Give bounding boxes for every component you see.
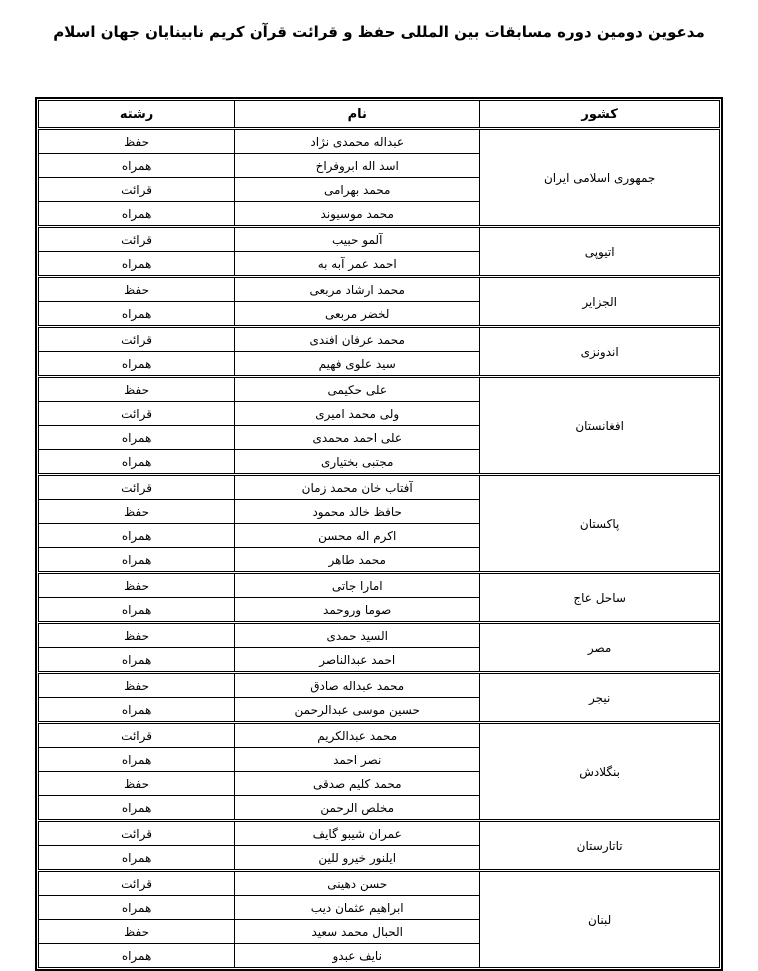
- name-cell: آفتاب خان محمد زمان: [235, 475, 480, 500]
- name-cell: احمد عبدالناصر: [235, 648, 480, 673]
- field-cell: همراه: [39, 598, 235, 623]
- field-cell: همراه: [39, 846, 235, 871]
- field-cell: قرائت: [39, 475, 235, 500]
- name-cell: محمد عرفان افندی: [235, 327, 480, 352]
- table-row: [39, 277, 720, 302]
- country-cell: نیجر: [480, 673, 720, 723]
- field-cell: همراه: [39, 896, 235, 920]
- table-row: [39, 821, 720, 846]
- name-cell: لخضر مربعی: [235, 302, 480, 327]
- name-cell: مجتبی بختیاری: [235, 450, 480, 475]
- name-cell: ایلنور خیرو للین: [235, 846, 480, 871]
- country-cell: تاتارستان: [480, 821, 720, 871]
- col-header-name: نام: [235, 101, 480, 129]
- col-header-field: رشته: [39, 101, 235, 129]
- name-cell: احمد عمر آبه به: [235, 252, 480, 277]
- field-cell: حفظ: [39, 377, 235, 402]
- country-cell: پاکستان: [480, 475, 720, 573]
- field-cell: همراه: [39, 944, 235, 968]
- country-cell: لبنان: [480, 871, 720, 968]
- name-cell: مخلص الرحمن: [235, 796, 480, 821]
- col-header-country: کشور: [480, 101, 720, 129]
- country-cell: اتیوپی: [480, 227, 720, 277]
- name-cell: امارا جاتی: [235, 573, 480, 598]
- field-cell: قرائت: [39, 402, 235, 426]
- name-cell: سید علوی فهیم: [235, 352, 480, 377]
- field-cell: حفظ: [39, 623, 235, 648]
- country-cell: افغانستان: [480, 377, 720, 475]
- name-cell: السید حمدی: [235, 623, 480, 648]
- country-cell: ساحل عاج: [480, 573, 720, 623]
- field-cell: حفظ: [39, 920, 235, 944]
- name-cell: محمد بهرامی: [235, 178, 480, 202]
- name-cell: محمد طاهر: [235, 548, 480, 573]
- field-cell: همراه: [39, 450, 235, 475]
- table-row: [39, 475, 720, 500]
- field-cell: همراه: [39, 524, 235, 548]
- table-row: [39, 723, 720, 748]
- field-cell: حفظ: [39, 500, 235, 524]
- name-cell: اسد اله ابروفراخ: [235, 154, 480, 178]
- field-cell: همراه: [39, 154, 235, 178]
- country-cell: جمهوری اسلامی ایران: [480, 129, 720, 227]
- name-cell: حسن دهینی: [235, 871, 480, 896]
- field-cell: حفظ: [39, 277, 235, 302]
- name-cell: ابراهیم عثمان دیب: [235, 896, 480, 920]
- field-cell: همراه: [39, 302, 235, 327]
- document-page: [0, 22, 758, 963]
- name-cell: حافظ خالد محمود: [235, 500, 480, 524]
- name-cell: محمد عبداله صادق: [235, 673, 480, 698]
- table-row: [39, 871, 720, 896]
- name-cell: اکرم اله محسن: [235, 524, 480, 548]
- name-cell: ولی محمد امیری: [235, 402, 480, 426]
- field-cell: قرائت: [39, 327, 235, 352]
- table-row: [39, 129, 720, 154]
- name-cell: محمد کلیم صدقی: [235, 772, 480, 796]
- name-cell: الحبال محمد سعید: [235, 920, 480, 944]
- table-row: [39, 377, 720, 402]
- field-cell: قرائت: [39, 723, 235, 748]
- country-cell: اندونزی: [480, 327, 720, 377]
- field-cell: حفظ: [39, 673, 235, 698]
- field-cell: همراه: [39, 426, 235, 450]
- field-cell: قرائت: [39, 871, 235, 896]
- header-row: [39, 101, 720, 129]
- field-cell: قرائت: [39, 821, 235, 846]
- field-cell: همراه: [39, 548, 235, 573]
- name-cell: آلمو حبیب: [235, 227, 480, 252]
- name-cell: محمد ارشاد مربعی: [235, 277, 480, 302]
- page-title: مدعوین دومین دوره مسابقات بین المللی حفظ و قرائت قرآن کریم نابینایان جهان اسلام: [53, 23, 705, 41]
- table-row: [39, 673, 720, 698]
- name-cell: عبداله محمدی نژاد: [235, 129, 480, 154]
- country-cell: الجزایر: [480, 277, 720, 327]
- name-cell: محمد عبدالکریم: [235, 723, 480, 748]
- name-cell: حسین موسی عبدالرحمن: [235, 698, 480, 723]
- table-row: [39, 227, 720, 252]
- field-cell: حفظ: [39, 573, 235, 598]
- field-cell: حفظ: [39, 129, 235, 154]
- field-cell: همراه: [39, 796, 235, 821]
- country-cell: بنگلادش: [480, 723, 720, 821]
- field-cell: قرائت: [39, 178, 235, 202]
- field-cell: حفظ: [39, 772, 235, 796]
- name-cell: عمران شیبو گایف: [235, 821, 480, 846]
- field-cell: همراه: [39, 202, 235, 227]
- name-cell: نایف عبدو: [235, 944, 480, 968]
- table-row: [39, 573, 720, 598]
- field-cell: همراه: [39, 748, 235, 772]
- field-cell: همراه: [39, 648, 235, 673]
- name-cell: محمد موسیوند: [235, 202, 480, 227]
- field-cell: همراه: [39, 352, 235, 377]
- field-cell: همراه: [39, 252, 235, 277]
- invitees-table: [35, 97, 723, 971]
- name-cell: صوما وروحمد: [235, 598, 480, 623]
- field-cell: قرائت: [39, 227, 235, 252]
- table-row: [39, 327, 720, 352]
- field-cell: همراه: [39, 698, 235, 723]
- name-cell: علی احمد محمدی: [235, 426, 480, 450]
- table-row: [39, 623, 720, 648]
- name-cell: علی حکیمی: [235, 377, 480, 402]
- invitees-table-grid: [38, 100, 720, 968]
- country-cell: مصر: [480, 623, 720, 673]
- name-cell: نصر احمد: [235, 748, 480, 772]
